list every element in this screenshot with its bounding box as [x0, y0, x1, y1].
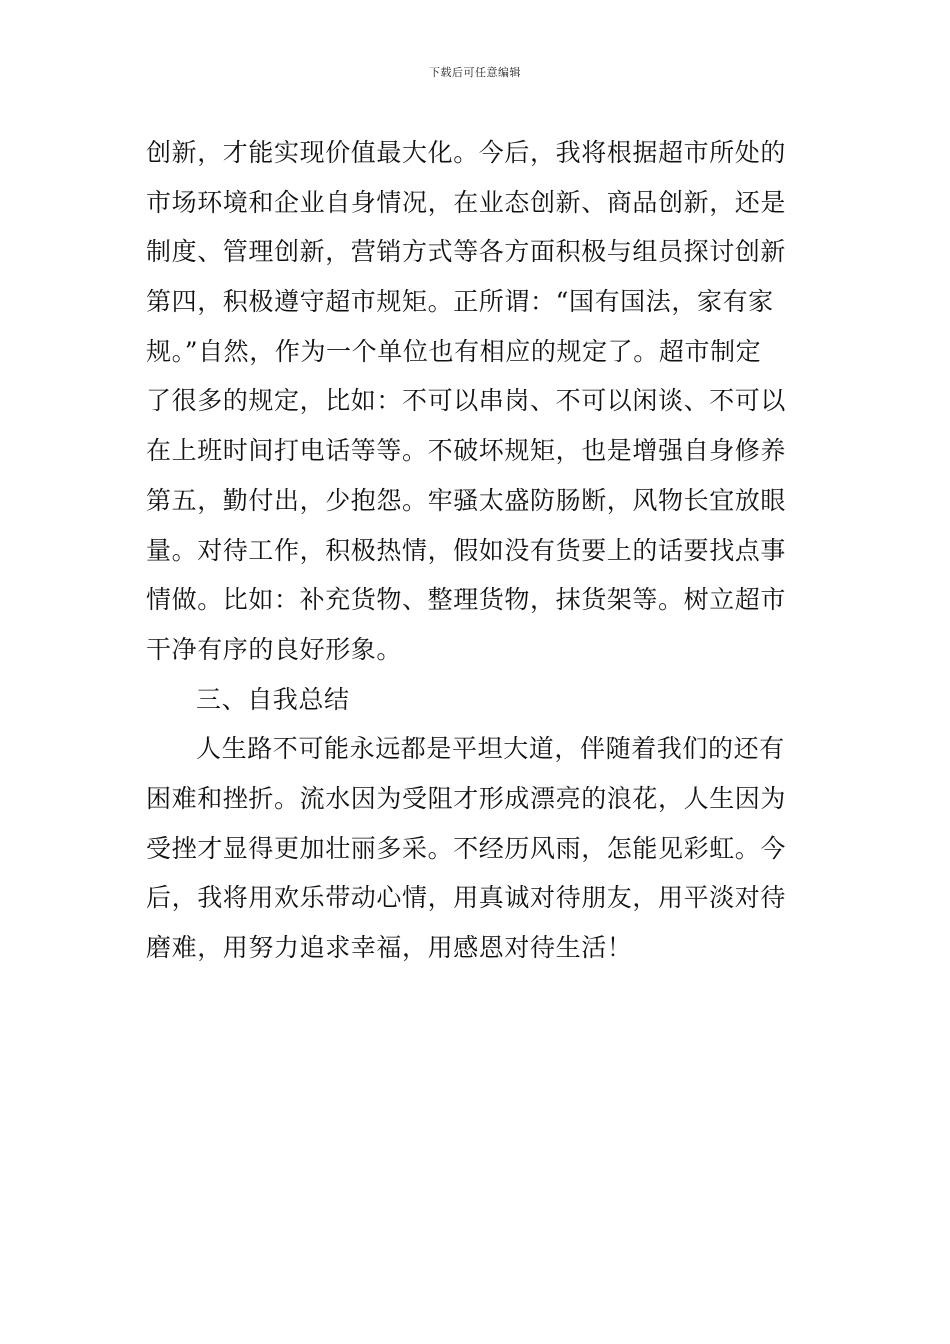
section-heading: 三、自我总结: [196, 684, 350, 714]
body-line: 了很多的规定，比如：不可以串岗、不可以闲谈、不可以: [146, 386, 787, 416]
paragraph-line: 后，我将用欢乐带动心情，用真诚对待朋友，用平淡对待: [146, 883, 787, 913]
body-line: 在上班时间打电话等等。不破坏规矩，也是增强自身修养: [146, 436, 787, 466]
body-line: 规。”自然，作为一个单位也有相应的规定了。超市制定: [146, 336, 762, 366]
body-line: 第四，积极遵守超市规矩。正所谓：“国有国法，家有家: [146, 287, 774, 317]
body-line: 制度、管理创新，营销方式等各方面积极与组员探讨创新: [146, 237, 787, 267]
body-line: 干净有序的良好形象。: [146, 634, 403, 664]
paragraph-line: 磨难，用努力追求幸福，用感恩对待生活！: [146, 933, 633, 962]
paragraph-line: 人生路不可能永远都是平坦大道，伴随着我们的还有: [196, 734, 785, 764]
body-line: 量。对待工作，积极热情，假如没有货要上的话要找点事: [146, 535, 787, 565]
body-line: 情做。比如：补充货物、整理货物，抹货架等。树立超市: [146, 585, 787, 615]
paragraph-line: 困难和挫折。流水因为受阻才形成漂亮的浪花，人生因为: [146, 783, 787, 813]
page-header: 下载后可任意编辑: [429, 66, 521, 79]
body-line: 市场环境和企业自身情况，在业态创新、商品创新，还是: [146, 187, 787, 217]
body-line: 第五，勤付出，少抱怨。牢骚太盛防肠断，风物长宜放眼: [146, 485, 787, 515]
paragraph-line: 受挫才显得更加壮丽多采。不经历风雨，怎能见彩虹。今: [146, 833, 787, 863]
document-body: [146, 128, 806, 973]
body-line: 创新，才能实现价值最大化。今后，我将根据超市所处的: [146, 138, 787, 167]
